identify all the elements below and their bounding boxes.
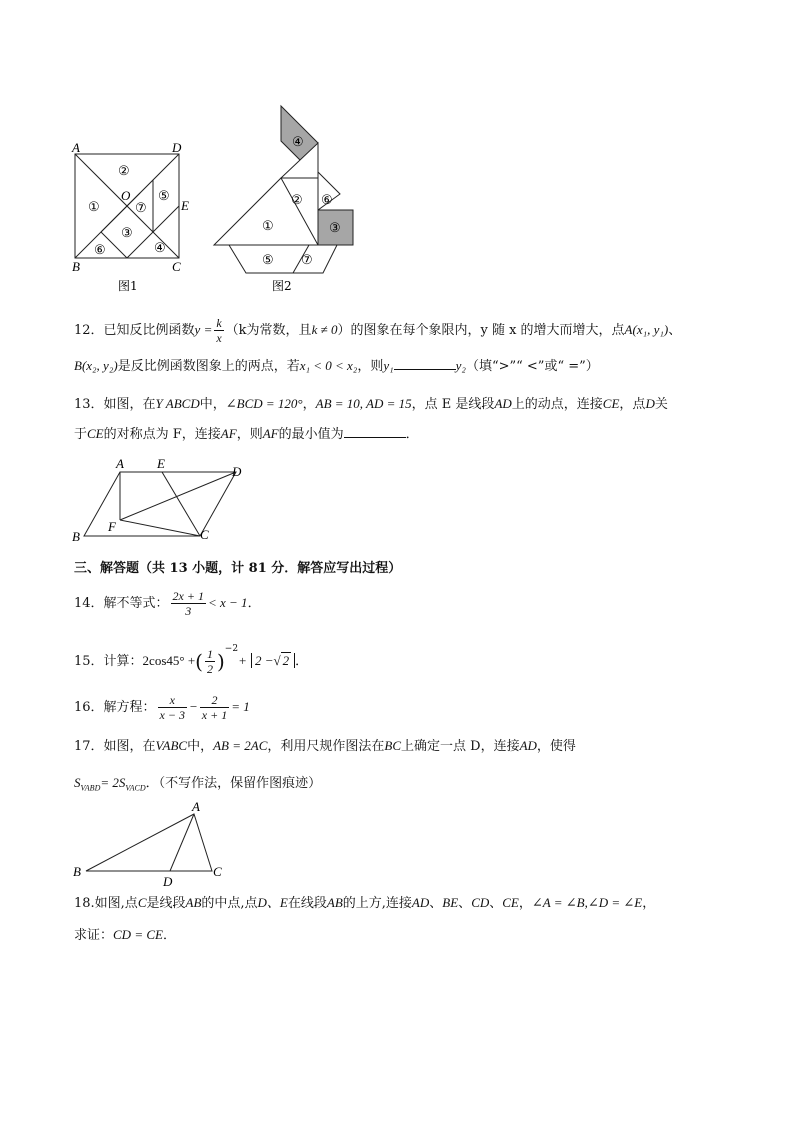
q18-l2-end: ． (162, 928, 176, 943)
q13-label-a: A (116, 456, 124, 471)
q16 (74, 693, 250, 722)
fig2-piece-7: ⑦ (301, 252, 313, 267)
q13-l2-end: ． (405, 427, 419, 442)
q13-d: D (645, 396, 655, 411)
fig1-piece-2: ② (118, 163, 130, 178)
q18-t1: 18.如图,点 (74, 896, 138, 911)
q18-s2: 、 (458, 896, 472, 911)
q13-t5: ，点 (619, 397, 646, 412)
q12-end: 、 (668, 323, 682, 338)
q16-n2: 2 (200, 693, 229, 708)
q13-label-c: C (200, 527, 209, 542)
fig2-piece-4: ④ (292, 134, 304, 149)
fig1-piece-4: ④ (154, 240, 166, 255)
q17-eq2: = 2S (100, 775, 126, 790)
q17-eq: AB = 2AC (213, 738, 268, 753)
q18-de: D、E (257, 895, 288, 910)
fig2-piece-5: ⑤ (262, 252, 274, 267)
q18-t5: 的上方,连接 (342, 896, 412, 911)
q15-paren-close: ) (216, 649, 225, 674)
q12-after: ）的图象在每个象限内，y 随 x 的增大而增大，点 (337, 323, 625, 338)
q14-rest: < x − 1 (207, 595, 248, 610)
q13-line1 (74, 395, 668, 414)
q15-sqrt-sign: √ (273, 653, 281, 668)
q17-rest: ．（不写作法，保留作图痕迹） (145, 776, 322, 791)
q17-sub1: VABD (80, 783, 101, 793)
q17-label-b: B (73, 864, 81, 879)
q13-line2 (74, 425, 419, 444)
q12-frac-den: x (216, 331, 222, 345)
q15-den: 2 (206, 662, 213, 676)
q14-prefix: 14．解不等式： (74, 596, 169, 611)
q12-frac-num: k (216, 316, 222, 330)
q16-rhs: = 1 (231, 699, 250, 714)
q13-ad: AD (494, 396, 512, 411)
q13-t4: 上的动点，连接 (511, 397, 603, 412)
q13-para: Y ABCD (155, 396, 200, 411)
fig2-piece-3: ③ (329, 220, 341, 235)
fig1-label-e: E (181, 198, 189, 213)
q15-end: ． (295, 654, 309, 669)
q13-t1: 中， (199, 397, 226, 412)
q15-num: 1 (206, 647, 213, 661)
fig1-label-a: A (72, 140, 80, 155)
q18-end: ， (642, 896, 656, 911)
q18-ab2: AB (326, 895, 343, 910)
q13-figure (66, 454, 256, 546)
q18-l2-eq: CD = CE (113, 927, 163, 942)
fig2-piece-6: ⑥ (321, 192, 333, 207)
section-3-heading: 三、解答题（共 13 小题，计 81 分．解答应写出过程） (74, 561, 402, 576)
fig1-label-b: B (72, 259, 80, 274)
q17-line1 (74, 737, 576, 756)
q17-triangle (86, 814, 212, 871)
q13-l2-af: AF (220, 426, 237, 441)
q12-line2 (74, 357, 599, 376)
q17-ad: AD (519, 738, 537, 753)
q16-minus: − (188, 699, 198, 714)
q13-answer-blank[interactable] (344, 425, 406, 438)
q17-prefix: 17．如图，在 (74, 739, 156, 754)
q18-t2: 是线段 (146, 896, 186, 911)
q16-n1: x (158, 693, 187, 708)
fig1-label-c: C (172, 259, 181, 274)
q16-fraction-2 (200, 693, 229, 722)
q12-point-b: B(x₂, y₂) (74, 358, 118, 373)
q14-fraction (171, 589, 206, 618)
q12-text1: 是反比例函数图象上的两点，若 (117, 359, 300, 374)
q13-label-f: F (108, 519, 116, 534)
q18-t4: 在线段 (287, 896, 327, 911)
q17-sub2: VACD (125, 783, 146, 793)
q12-text2: ，则 (357, 359, 384, 374)
q13-l2-t1: 于 (74, 427, 88, 442)
figure-2 (210, 100, 360, 300)
q12-answer-blank[interactable] (394, 357, 456, 370)
q17-label-c: C (213, 864, 222, 879)
q13-l2-t4: 的最小值为 (278, 427, 344, 442)
q13-lengths: AB = 10, AD = 15 (315, 396, 412, 411)
figure-1 (66, 140, 196, 300)
q14-num: 2x + 1 (172, 589, 204, 603)
fig1-piece-5: ⑤ (158, 188, 170, 203)
q16-d2: x + 1 (201, 708, 228, 722)
q13-label-b: B (72, 529, 80, 544)
q12-y2: y₂ (455, 358, 466, 373)
q18-line1 (74, 894, 655, 913)
q14-den: 3 (185, 604, 192, 618)
q17-t2: ，利用尺规作图法在 (267, 739, 385, 754)
q18-s4: ， (518, 896, 532, 911)
q18-l2-t1: 求证： (74, 928, 114, 943)
fig1-piece-1: ① (88, 199, 100, 214)
q17-s1: S (74, 775, 81, 790)
q13-l2-af2: AF (262, 426, 279, 441)
q17-line2 (74, 774, 321, 798)
fig2-piece-2: ② (291, 192, 303, 207)
q16-d1: x − 3 (159, 708, 185, 722)
q12-ineq: x₁ < 0 < x₂ (299, 358, 358, 373)
q13-t3: ，点 E 是线段 (411, 397, 495, 412)
fig2-piece-1: ① (262, 218, 274, 233)
q17-label-d: D (163, 874, 173, 889)
q18-s3: 、 (489, 896, 503, 911)
q14-end: ． (247, 596, 261, 611)
q12-point-a: A(x₁, y₁) (624, 322, 669, 337)
fig1-piece-7: ⑦ (135, 200, 147, 215)
q13-ce: CE (602, 396, 620, 411)
q17-label-a: A (192, 800, 200, 814)
q14 (74, 589, 261, 618)
q12-prefix: 12．已知反比例函数 (74, 323, 195, 338)
q12-cond: k ≠ 0 (311, 322, 338, 337)
q18-be: BE (442, 895, 459, 910)
q18-ce: CE (502, 895, 519, 910)
q17-t4: ，使得 (536, 739, 576, 754)
q12-y1: y₁ (383, 358, 394, 373)
q18-ang: ∠A = ∠B,∠D = ∠E (531, 895, 643, 910)
q12-line1 (74, 316, 681, 345)
q15-paren-open: ( (195, 649, 203, 674)
q12-fraction (214, 316, 223, 345)
q17-tri: VABC (155, 738, 188, 753)
q17-t3: 上确定一点 D，连接 (401, 739, 520, 754)
q13-l2-ce: CE (87, 426, 104, 441)
q18-c: C (137, 895, 147, 910)
q13-angle: ∠BCD = 120° (225, 396, 303, 411)
q13-label-d: D (232, 464, 242, 479)
q15-prefix: 15．计算： (74, 654, 143, 669)
q15-exp: −2 (224, 644, 239, 654)
q15-sqrt: 2 (282, 653, 290, 668)
fig1-label-o: O (121, 188, 131, 203)
fig1-piece-3: ③ (121, 225, 133, 240)
q15-abs-in: 2 − (254, 653, 274, 668)
q18-ab: AB (185, 895, 202, 910)
q17-t1: 中， (187, 739, 214, 754)
q17-figure (66, 800, 236, 890)
fig2-caption: 图2 (272, 279, 292, 293)
q13-l2-t3: ，则 (236, 427, 263, 442)
q15-abs (251, 653, 295, 668)
q18-line2 (74, 926, 176, 945)
q18-cd: CD (471, 895, 490, 910)
q13-prefix: 13．如图，在 (74, 397, 156, 412)
q13-t2: ， (302, 397, 316, 412)
q12-y-eq: y = (194, 322, 213, 337)
q13-t6: 关 (654, 397, 668, 412)
q13-l2-t2: 的对称点为 F，连接 (103, 427, 221, 442)
q18-s1: 、 (429, 896, 443, 911)
q16-fraction-1 (158, 693, 187, 722)
q15-fraction (205, 647, 215, 676)
q12-text3: （填“>”“ <”或“ =”） (465, 359, 599, 374)
fig1-label-d: D (172, 140, 182, 155)
q16-prefix: 16．解方程： (74, 700, 156, 715)
q12-middle: （k为常数，且 (225, 323, 312, 338)
q13-label-e: E (157, 456, 165, 471)
q18-ad: AD (411, 895, 430, 910)
q15 (74, 640, 308, 676)
q17-bc: BC (384, 738, 402, 753)
q15-plus: + (238, 653, 247, 668)
q18-t3: 的中点,点 (201, 896, 258, 911)
fig1-caption: 图1 (118, 279, 138, 293)
q15-cos: 2cos45° + (142, 653, 196, 668)
fig1-piece-6: ⑥ (94, 242, 106, 257)
